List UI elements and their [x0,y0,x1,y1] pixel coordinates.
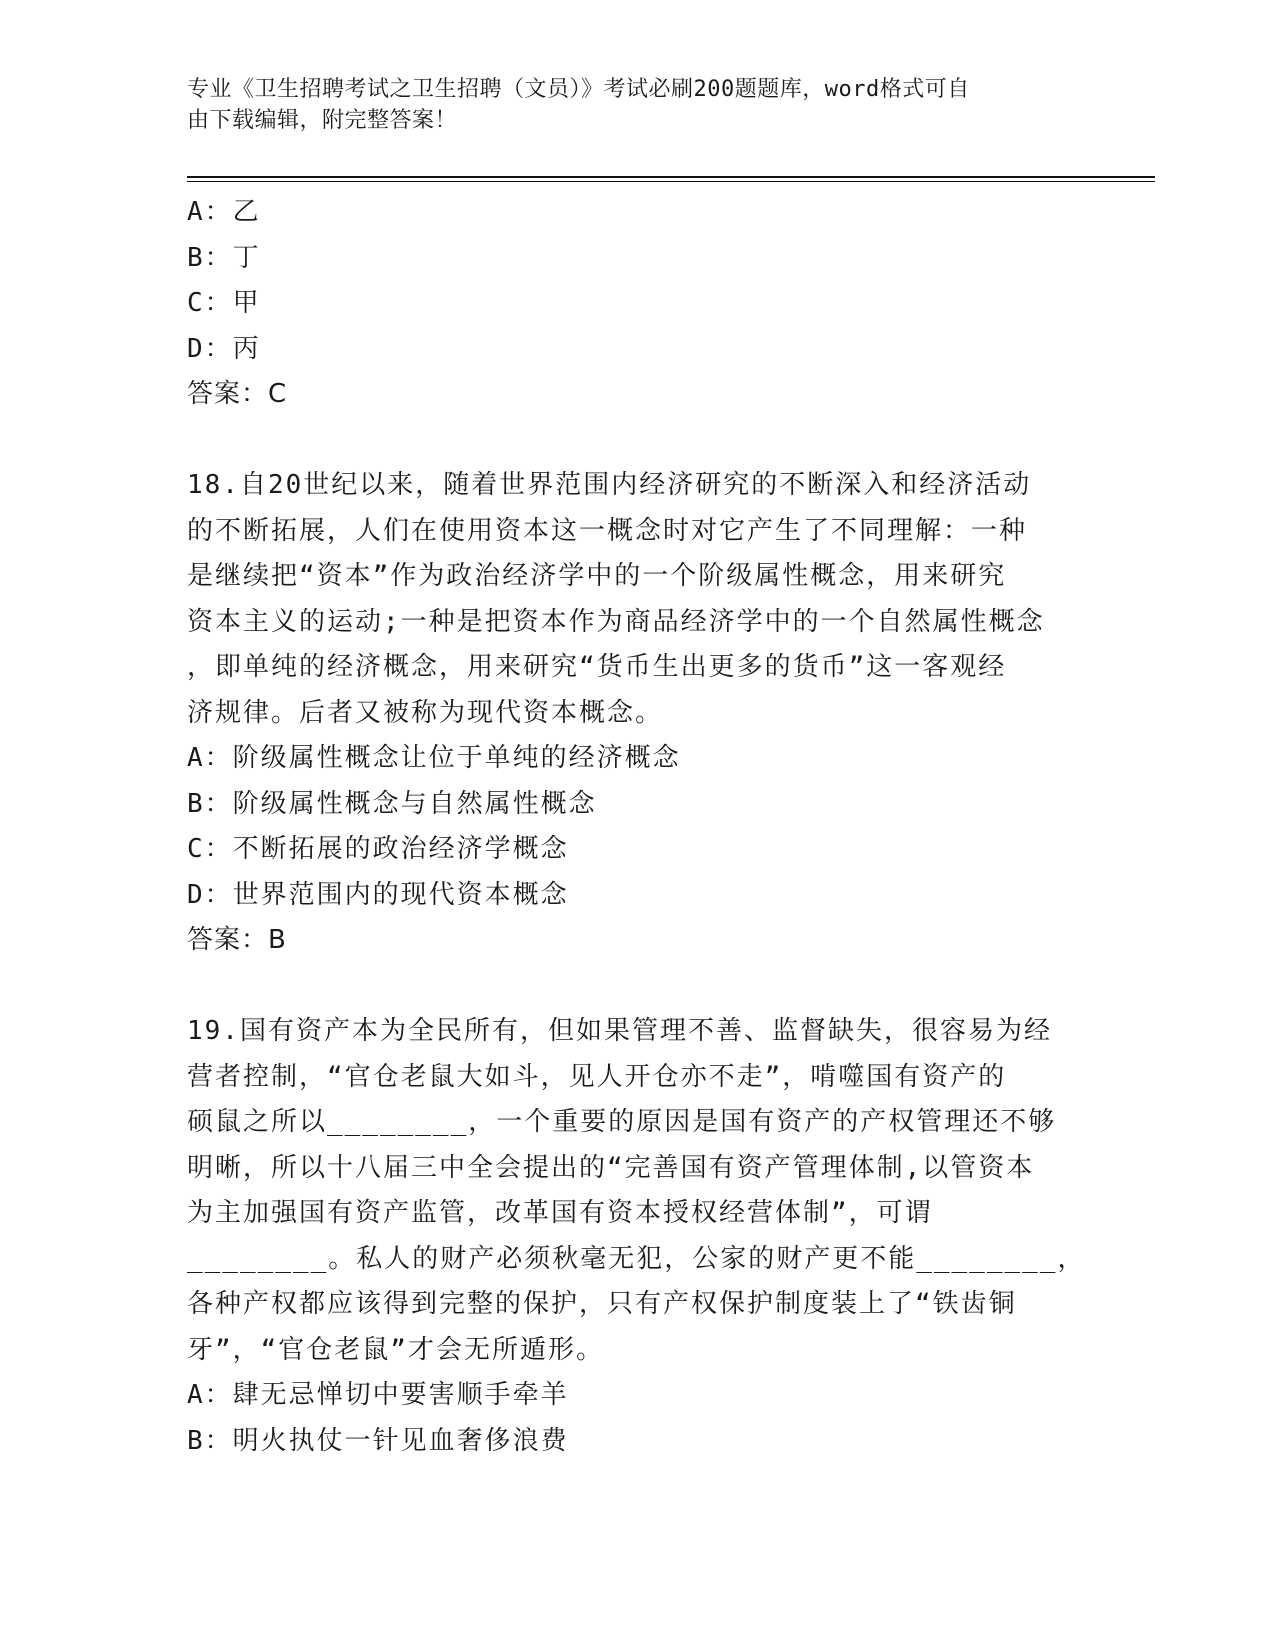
q19-line: ________。私人的财产必须秋毫无犯，公家的财产更不能________， [187,1243,1086,1274]
q18-line: ，即单纯的经济概念，用来研究“货币生出更多的货币”这一客观经 [187,652,1007,682]
document-header [187,74,1067,136]
prev-question-options [187,190,1087,372]
q19-line: 牙”，“官仓老鼠”才会无所遁形。 [187,1334,604,1365]
q19-line: 营者控制，“官仓老鼠大如斗，见人开仓亦不走”，啃噬国有资产的 [187,1061,1007,1092]
spacer [187,964,1087,1010]
q18-line: 18.自20世纪以来，随着世界范围内经济研究的不断深入和经济活动 [187,470,1032,500]
option-c: C：甲 [187,288,261,318]
q18-option-b: B：阶级属性概念与自然属性概念 [187,788,597,819]
spacer [187,418,1087,464]
question-18-stem [187,463,1087,736]
q19-line: 各种产权都应该得到完整的保护，只有产权保护制度装上了“铁齿铜 [187,1289,1017,1319]
option-a: A：乙 [187,197,261,227]
option-d: D：丙 [187,333,261,364]
header-line-2: 由下载编辑，附完整答案！ [187,108,458,133]
q19-line: 19.国有资产本为全民所有，但如果管理不善、监督缺失，很容易为经 [187,1016,1052,1046]
q18-line: 济规律。后者又被称为现代资本概念。 [187,697,664,728]
q19-option-a: A：肆无忌惮切中要害顺手牵羊 [187,1380,569,1410]
q18-option-a: A：阶级属性概念让位于单纯的经济概念 [187,743,681,773]
question-18-options [187,736,1087,918]
header-line-1: 专业《卫生招聘考试之卫生招聘（文员）》考试必刷200题题库，word格式可自 [187,77,970,102]
q19-line: 硕鼠之所以________，一个重要的原因是国有资产的产权管理还不够 [187,1107,1057,1137]
question-19-stem [187,1009,1087,1373]
question-18-answer: 答案：B [187,925,287,955]
q18-line: 是继续把“资本”作为政治经济学中的一个阶级属性概念，用来研究 [187,561,1007,591]
header-divider-thick [187,176,1155,178]
q18-line: 的不断拓展，人们在使用资本这一概念时对它产生了不同理解：一种 [187,515,1028,546]
q18-option-d: D：世界范围内的现代资本概念 [187,879,569,910]
document-body [187,190,1087,1464]
prev-question-answer: 答案：C [187,379,288,409]
q19-line: 明晰，所以十八届三中全会提出的“完善国有资产管理体制,以管资本 [187,1152,1035,1183]
question-19-options [187,1373,1087,1464]
option-b: B：丁 [187,242,261,273]
q19-option-b: B：明火执仗一针见血奢侈浪费 [187,1425,569,1456]
header-divider-thin [187,181,1155,182]
q18-option-c: C：不断拓展的政治经济学概念 [187,834,569,864]
q19-line: 为主加强国有资产监管，改革国有资本授权经营体制”，可谓 [187,1198,933,1228]
q18-line: 资本主义的运动;一种是把资本作为商品经济学中的一个自然属性概念 [187,606,1045,637]
